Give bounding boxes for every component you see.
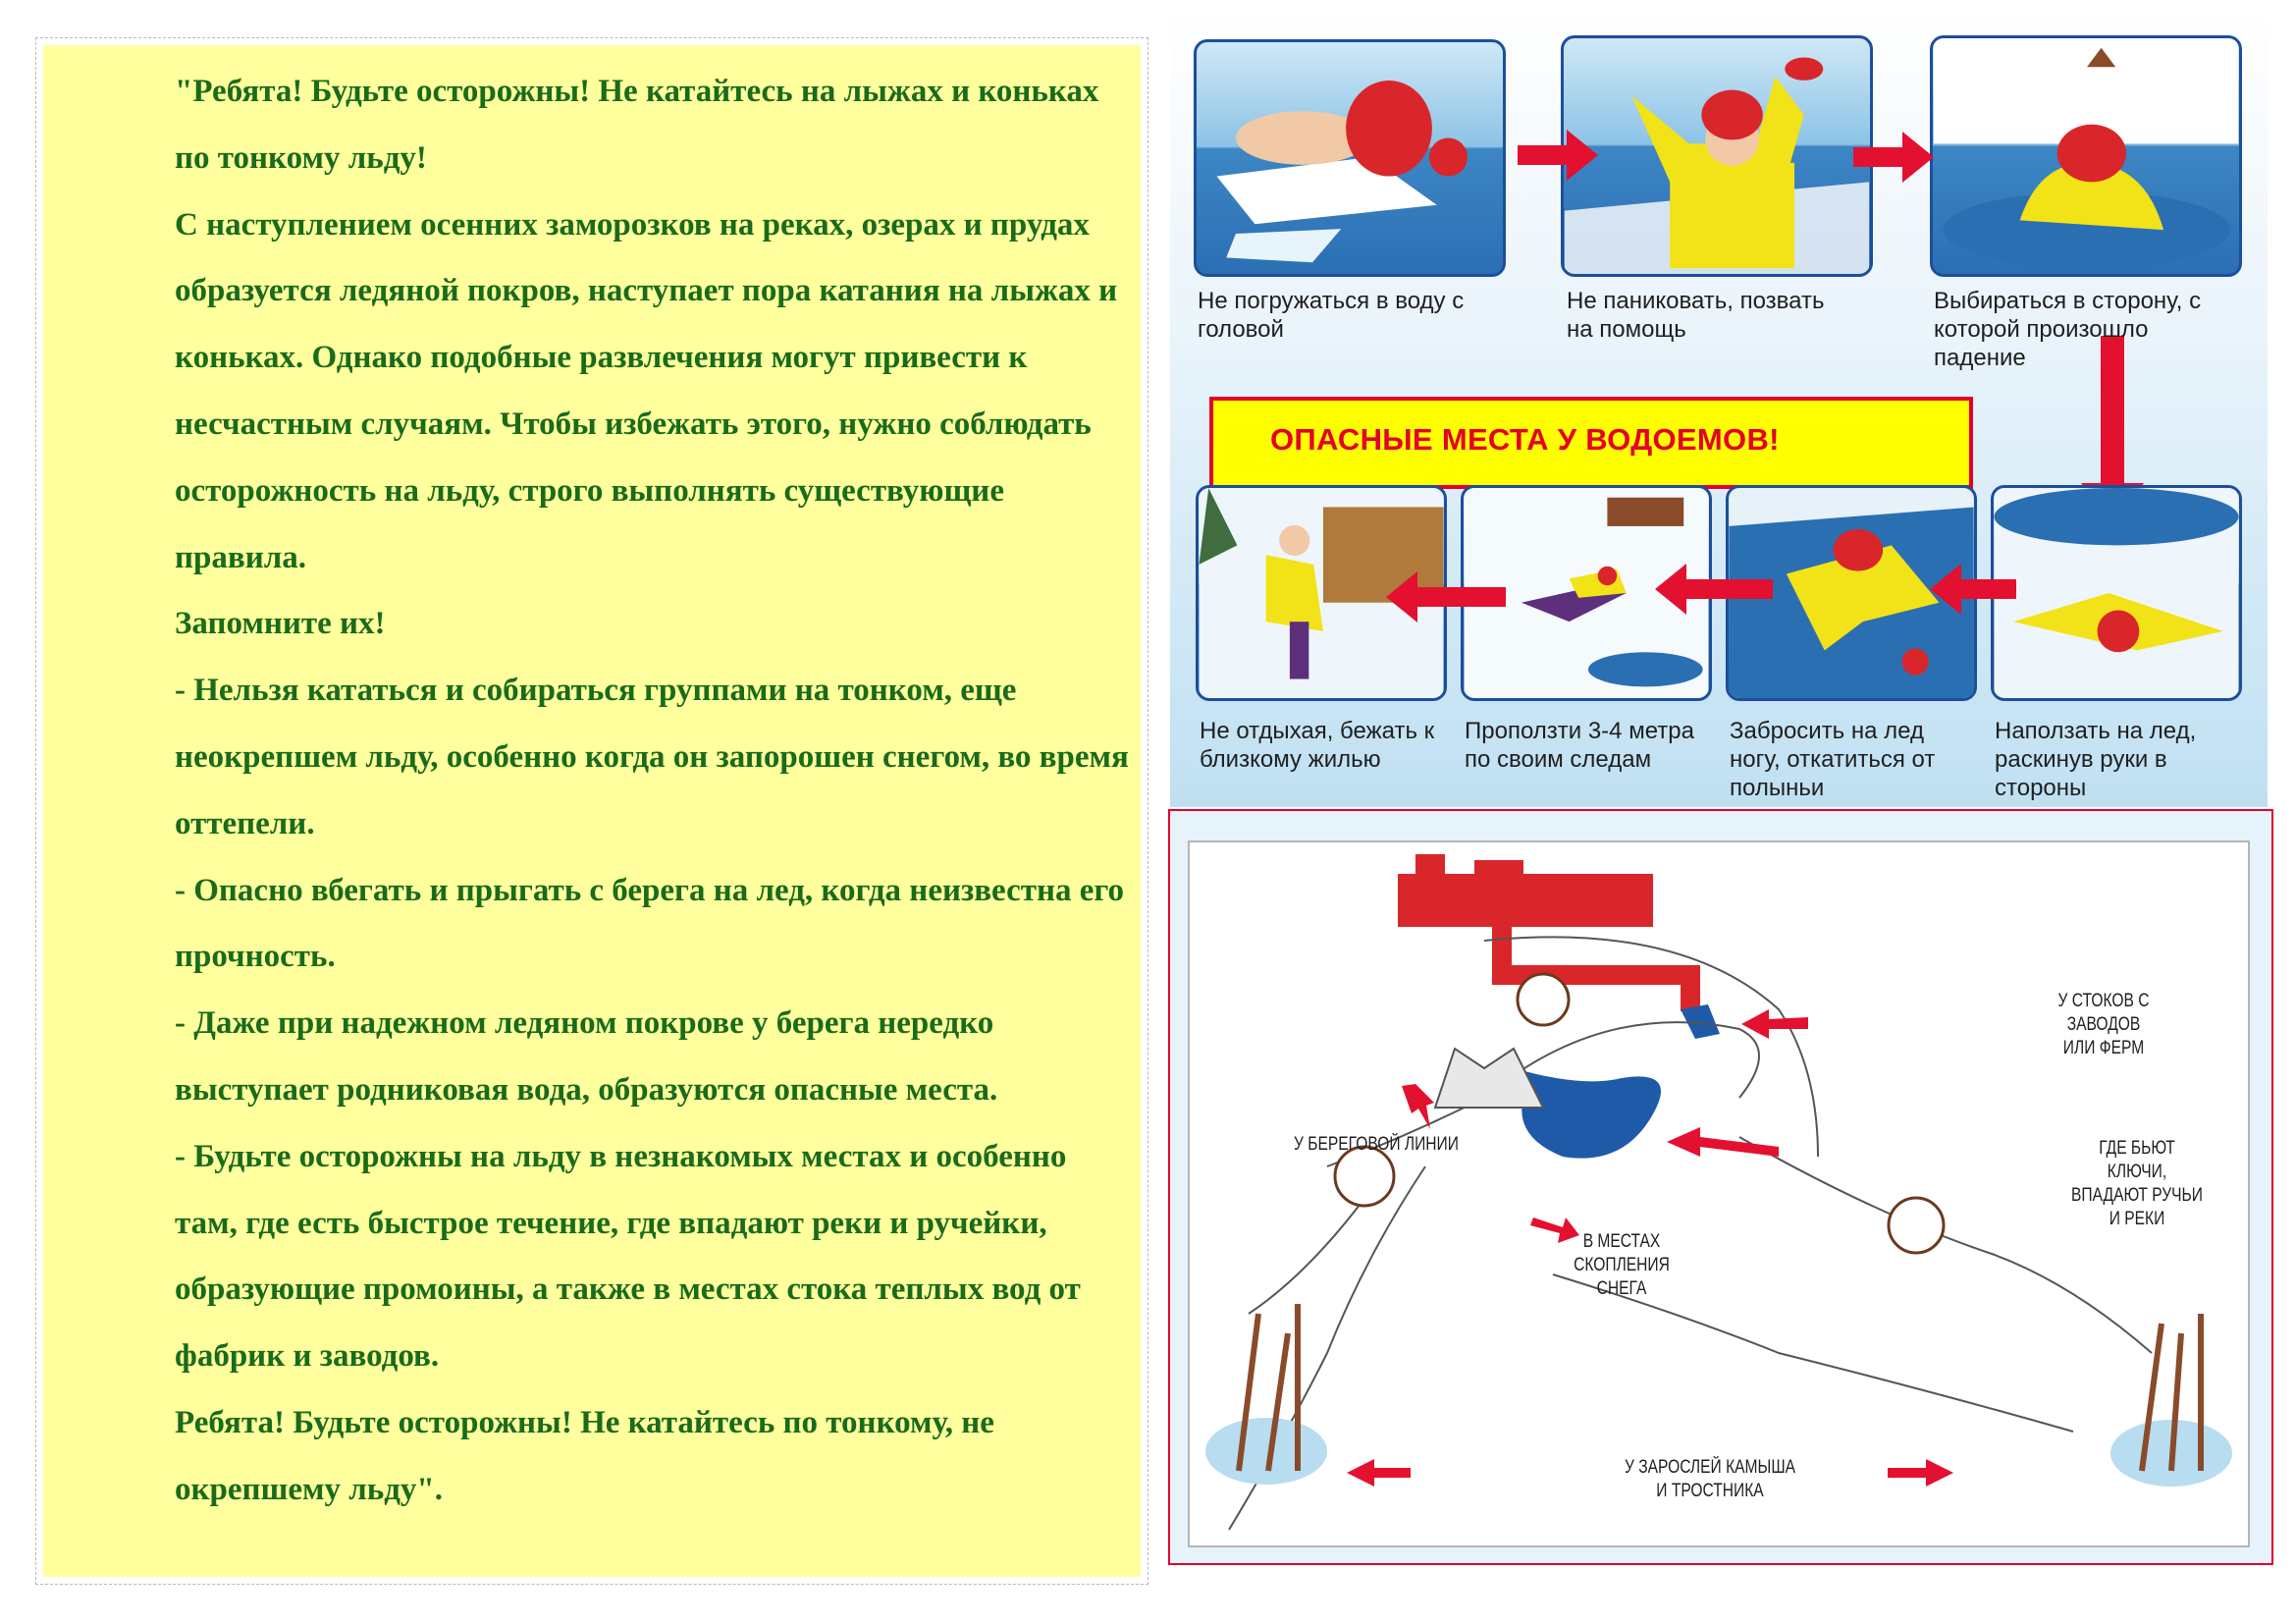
article-paragraph: - Будьте осторожны на льду в незнакомых местах и особенно там, где есть быстрое течение, где впадают реки и ручейки, образующие промоины, а также в местах стока теплых вод от фабрик и заводов.	[175, 1138, 1081, 1375]
arrow-right-2	[1853, 126, 1934, 189]
arrow-left-2	[1655, 558, 1773, 621]
danger-map	[1188, 840, 2250, 1547]
step-1-drawing	[1197, 42, 1503, 274]
label-springs: ГДЕ БЬЮТ КЛЮЧИ, ВПАДАЮТ РУЧЬИ И РЕКИ	[2071, 1138, 2203, 1229]
dangerous-places-banner	[1209, 397, 1973, 489]
label-snow: В МЕСТАХ СКОПЛЕНИЯ СНЕГА	[1574, 1231, 1670, 1299]
article-paragraph: Ребята! Будьте осторожны! Не катайтесь по тонкому, не окрепшему льду".	[175, 1404, 994, 1507]
step-illustration-2	[1561, 35, 1873, 277]
banner-text: ОПАСНЫЕ МЕСТА У ВОДОЕМОВ!	[1270, 422, 1780, 457]
step-caption-2: Не паниковать, позвать на помощь	[1567, 288, 1825, 343]
article-paragraph: "Ребята! Будьте осторожны! Не катайтесь на лыжах и коньках по тонкому льду!	[175, 74, 1099, 176]
label-drains: У СТОКОВ С ЗАВОДОВ ИЛИ ФЕРМ	[2057, 991, 2150, 1058]
label-reeds: У ЗАРОСЛЕЙ КАМЫША И ТРОСТНИКА	[1625, 1457, 1795, 1501]
step-caption-3: Выбираться в сторону, с которой произошло падение	[1934, 288, 2202, 371]
step-illustration-3	[1930, 35, 2242, 277]
step-2-drawing	[1564, 38, 1870, 274]
article-panel	[43, 45, 1141, 1577]
step-caption-7: Не отдыхая, бежать к близкому жилью	[1200, 718, 1435, 773]
step-caption-5: Забросить на лед ногу, откатиться от полыньи	[1730, 718, 1936, 801]
arrow-left-1	[1930, 558, 2016, 621]
danger-map-panel	[1168, 809, 2273, 1565]
arrow-right-1	[1518, 124, 1598, 187]
step-illustration-1	[1194, 39, 1506, 277]
article-paragraph: - Даже при надежном ледяном покрове у берега нередко выступает родниковая вода, образуются опасные места.	[175, 1005, 998, 1108]
article-paragraph: С наступлением осенних заморозков на реках, озерах и прудах образуется ледяной покров, наступает пора катания на лыжах и коньках. Однако подобные развлечения могут привести к несчастным случаям. Чтобы избежать этого, нужно соблюдать осторожность на льду, строго выполнять существующие правила.	[175, 206, 1118, 575]
step-3-drawing	[1933, 38, 2239, 274]
article-paragraph: - Нельзя кататься и собираться группами на тонком, еще неокрепшем льду, особенно когда он запорошен снегом, во время оттепели.	[175, 673, 1129, 841]
step-caption-6: Проползти 3-4 метра по своим следам	[1465, 718, 1694, 773]
pond-icon	[1514, 1068, 1661, 1159]
article-paragraph: - Опасно вбегать и прыгать с берега на лед, когда неизвестна его прочность.	[175, 872, 1125, 975]
step-4-drawing	[1994, 488, 2239, 698]
article-paragraph: Запомните их!	[175, 606, 386, 642]
article-text	[59, 59, 1134, 1524]
step-illustration-4	[1991, 485, 2242, 701]
arrow-left-3	[1386, 566, 1506, 628]
step-caption-4: Наползать на лед, раскинув руки в стороны	[1995, 718, 2197, 801]
label-shoreline: У БЕРЕГОВОЙ ЛИНИИ	[1294, 1134, 1459, 1155]
step-caption-1: Не погружаться в воду с головой	[1198, 288, 1465, 343]
